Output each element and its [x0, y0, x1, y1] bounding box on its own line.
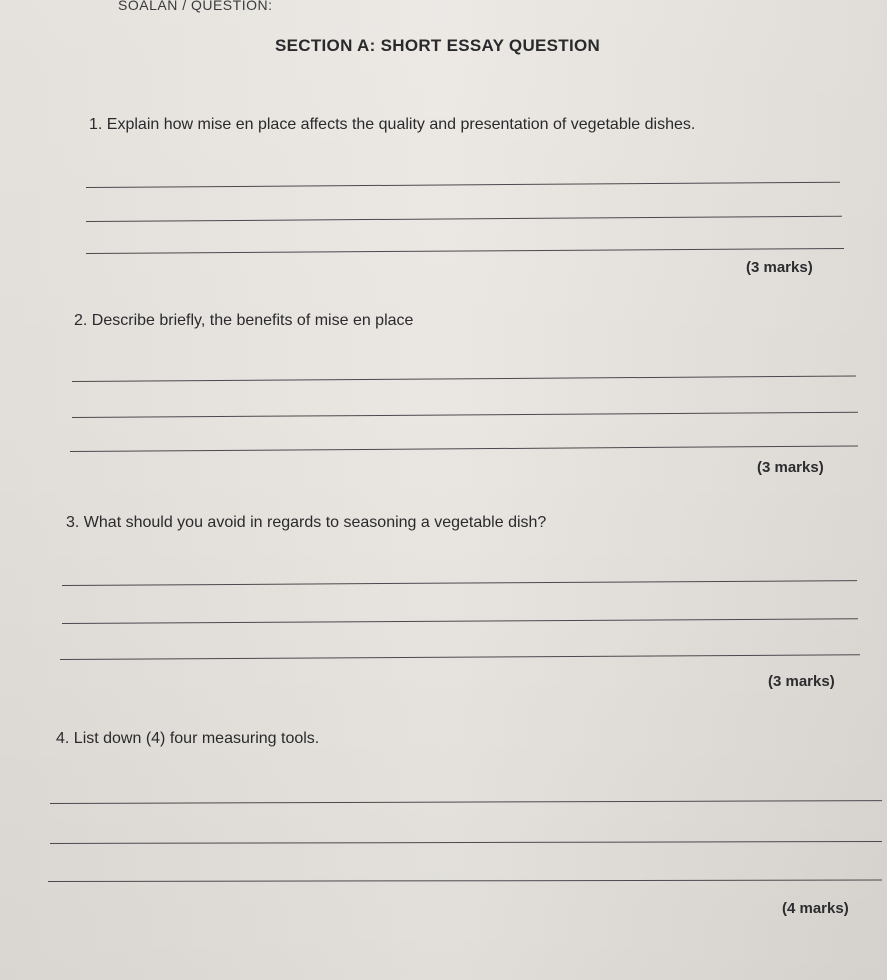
question-3-marks: (3 marks)	[768, 673, 835, 690]
question-4-answer-line-2[interactable]	[50, 841, 882, 844]
question-1-marks: (3 marks)	[746, 259, 813, 276]
question-3-answer-line-1[interactable]	[62, 580, 857, 586]
question-1-answer-line-1[interactable]	[86, 182, 840, 188]
section-title: SECTION A: SHORT ESSAY QUESTION	[275, 36, 601, 55]
question-4-answer-line-3[interactable]	[48, 880, 882, 882]
question-3-answer-line-2[interactable]	[62, 618, 858, 624]
question-2-text: 2. Describe briefly, the benefits of mise en place	[74, 312, 414, 329]
question-2-answer-line-3[interactable]	[70, 445, 858, 452]
question-header-label: SOALAN / QUESTION:	[118, 0, 273, 13]
question-2-marks: (3 marks)	[757, 459, 824, 476]
question-2-answer-line-2[interactable]	[72, 412, 858, 418]
question-3-answer-line-3[interactable]	[60, 654, 860, 660]
question-3-text: 3. What should you avoid in regards to seasoning a vegetable dish?	[66, 514, 547, 531]
question-2-answer-line-1[interactable]	[72, 376, 856, 382]
question-1-text: 1. Explain how mise en place affects the quality and presentation of vegetable dishes.	[89, 116, 696, 133]
question-4-answer-line-1[interactable]	[50, 800, 882, 804]
question-4-text: 4. List down (4) four measuring tools.	[56, 730, 320, 747]
question-4-marks: (4 marks)	[782, 900, 849, 917]
question-1-answer-line-2[interactable]	[86, 216, 842, 222]
question-1-answer-line-3[interactable]	[86, 248, 844, 254]
